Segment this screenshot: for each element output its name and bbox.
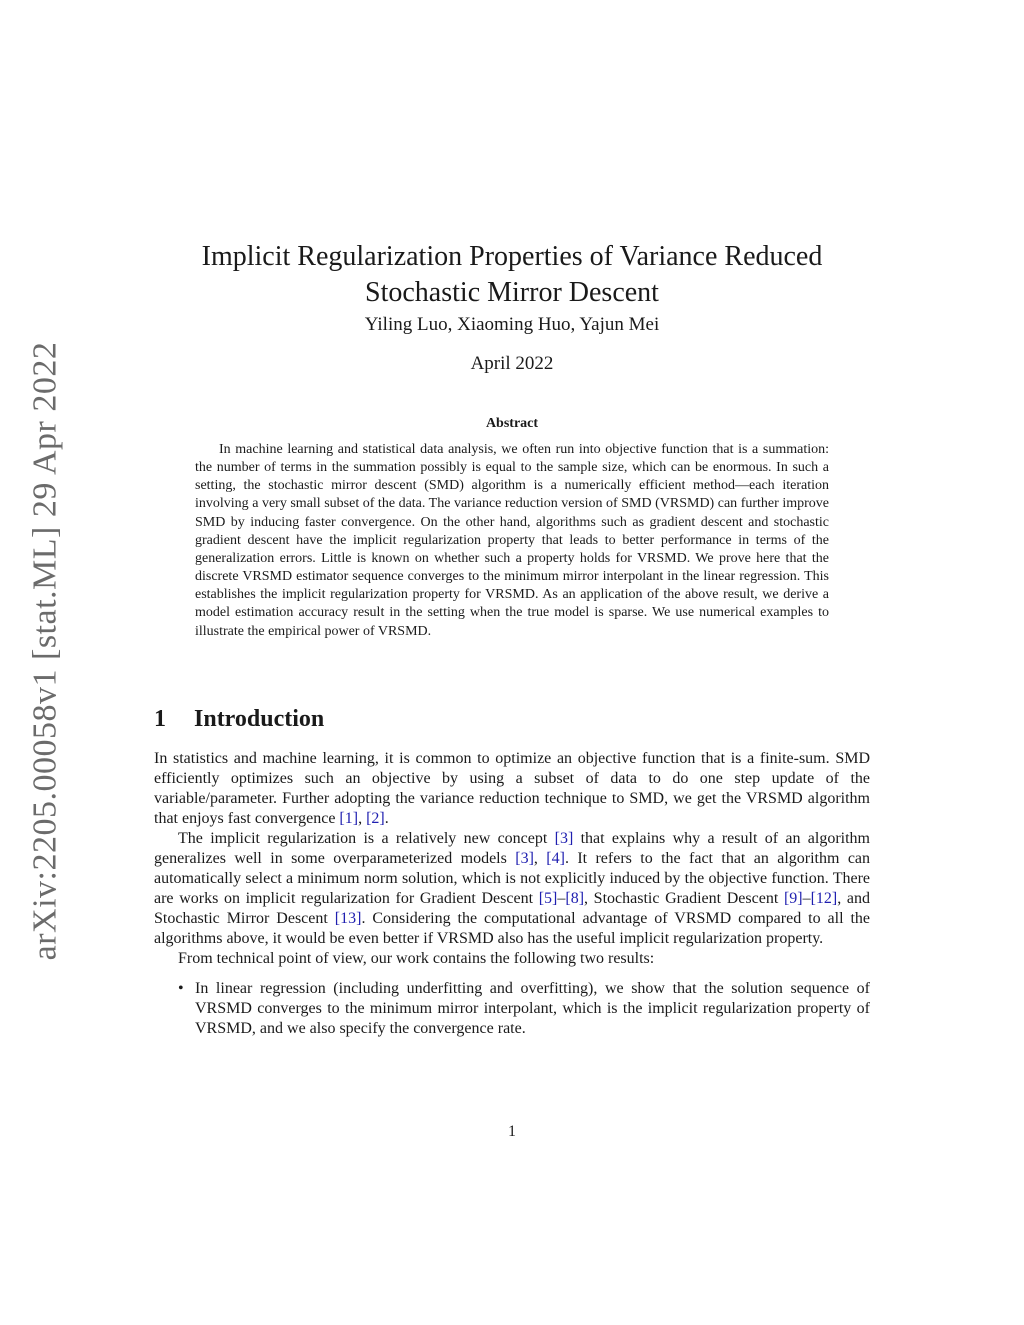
abstract-body: In machine learning and statistical data analysis, we often run into objective function that is a summation: the number of terms in the summation possibly is equal to the sample size, which can be enormous. In such a setting, the stochastic mirror descent (SMD) algorithm is a numerically efficient method—each iteration involving a very small subset of the data. The variance reduction version of SMD (VRSMD) can further improve SMD by inducing faster convergence. On the other hand, algorithms such as gradient descent and stochastic gradient descent have the implicit regularization property that leads to better performance in terms of the generalization errors. Little is known on whether such a property holds for VRSMD. We prove here that the discrete VRSMD estimator sequence converges to the minimum mirror interpolant in the linear regression. This establishes the implicit regularization property for VRSMD. As an application of the above result, we derive a model estimation accuracy result in the setting when the true model is sparse. We use numerical examples to illustrate the empirical power of VRSMD.	[195, 442, 829, 639]
paragraph-text: , Stochastic Gradient Descent	[584, 890, 784, 907]
paper-title	[150, 239, 874, 311]
paragraph-text: In statistics and machine learning, it is common to optimize an objective function that is a finite-sum. SMD efficiently optimizes such an objective by using a subset of data to do one step update of the variable/parameter. Further adopting the variance reduction technique to SMD, we get the VRSMD algorithm that enjoys fast convergence	[154, 750, 870, 827]
paragraph-text: . It refers to the fact that an algorithm can automatically select a minimum norm solution, which is not explicitly induced by the objective function. There are works on implicit regularization for Gradient Descent	[154, 850, 871, 907]
paper-title-line-1: Implicit Regularization Properties of Variance Reduced	[201, 240, 823, 272]
citation-link[interactable]: [1]	[339, 810, 359, 827]
citation-link[interactable]: [2]	[366, 810, 385, 827]
introduction-body	[154, 749, 870, 1039]
arxiv-identifier-stamp	[22, 341, 68, 961]
section-heading-introduction	[154, 706, 324, 733]
paragraph-text: .	[384, 810, 389, 827]
paragraph-2	[154, 829, 870, 949]
citation-link[interactable]: [9]	[783, 890, 803, 907]
section-number: 1	[154, 706, 166, 732]
bullet-marker: •	[178, 980, 184, 997]
publication-date: April 2022	[470, 353, 554, 374]
abstract-heading: Abstract	[485, 416, 539, 431]
citation-link[interactable]: [3]	[515, 850, 534, 867]
author-list: Yiling Luo, Xiaoming Huo, Yajun Mei	[364, 314, 660, 335]
citation-link[interactable]: [5]	[538, 890, 558, 907]
paper-title-line-2: Stochastic Mirror Descent	[365, 276, 659, 308]
paragraph-text: . Considering the computational advantage of VRSMD compared to all the algorithms above, it would be even better if VRSMD also has the useful implicit regularization property.	[154, 910, 871, 947]
citation-link[interactable]: [8]	[565, 890, 585, 907]
paragraph-1	[154, 749, 870, 829]
paragraph-text: –	[557, 890, 566, 907]
section-title: Introduction	[194, 706, 325, 732]
arxiv-identifier-text: arXiv:2205.00058v1 [stat.ML] 29 Apr 2022	[26, 341, 63, 961]
citation-link[interactable]: [12]	[810, 890, 838, 907]
paragraph-text: ,	[533, 850, 547, 867]
paragraph-3: From technical point of view, our work contains the following two results:	[178, 950, 655, 967]
citation-link[interactable]: [4]	[546, 850, 565, 867]
paragraph-text: that explains why a result of an algorithm generalizes well in some overparameterized models	[154, 830, 870, 867]
paragraph-text: –	[802, 890, 811, 907]
paragraph-text: , and Stochastic Mirror Descent	[154, 890, 871, 927]
page-number: 1	[508, 1123, 516, 1140]
paragraph-text: ,	[358, 810, 367, 827]
citation-link[interactable]: [3]	[554, 830, 574, 847]
results-bullet-list	[154, 979, 870, 1039]
citation-link[interactable]: [13]	[334, 910, 362, 927]
list-item	[154, 979, 870, 1039]
list-item-text: In linear regression (including underfitting and overfitting), we show that the solution sequence of VRSMD converges to the minimum mirror interpolant, which is the implicit regularization property of VRSMD, and we also specify the convergence rate.	[195, 980, 870, 1037]
paragraph-text: The implicit regularization is a relatively new concept	[178, 830, 555, 847]
